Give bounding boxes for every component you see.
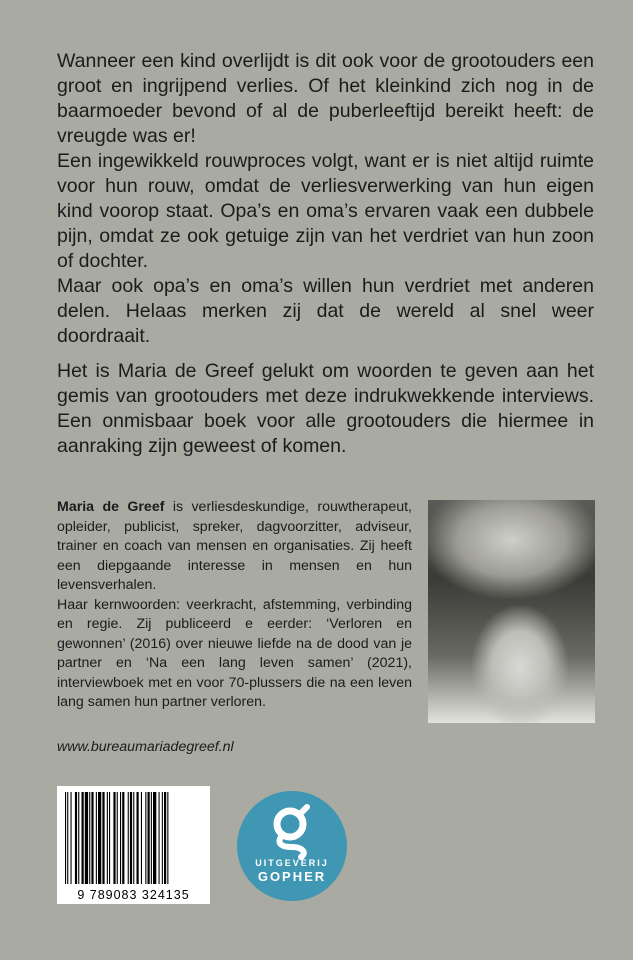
barcode-bar: [164, 792, 166, 884]
publisher-line-2: GOPHER: [257, 869, 327, 884]
barcode-bar: [67, 792, 68, 884]
blurb-paragraph-2: Een ingewikkeld rouwproces volgt, want er is niet altijd ruimte voor hun rouw, omdat de verliesverwerking van hun eigen kind voorop staat. Opa’s en oma’s ervaren vaak een dubbele pijn, omdat ze ook getuige zijn van het verdriet van hun zoon of dochter.: [57, 150, 594, 272]
barcode-bar: [145, 792, 146, 884]
barcode-bar: [151, 792, 152, 884]
publisher-line-1: UITGEVERIJ: [255, 858, 329, 868]
author-bio-text-1: is verliesdeskundige, rouwtherapeut, opleider, publicist, spreker, dagvoorzitter, adviseur, trainer en coach van mensen en organisaties. Zij heeft een diepgaande interesse in mensen en hun levensverhalen.: [57, 499, 412, 593]
barcode-bars: [63, 792, 204, 884]
author-bio-text-2: Haar kernwoorden: veerkracht, afstemming, verbinding en regie. Zij publiceerd e eerder: ‘Verloren en gewonnen’ (2016) over nieuwe liefde na de dood van je partner en ‘Na een lang leven samen’ (2021), interviewboek met en voor 70-plussers die na een leven lang samen hun partner verloren.: [57, 596, 412, 710]
barcode-bar: [130, 792, 132, 884]
barcode-bar: [78, 792, 79, 884]
blurb-paragraph-3: Maar ook opa’s en oma’s willen hun verdriet met anderen delen. Helaas merken zij dat de wereld al snel weer doordraait.: [57, 275, 594, 347]
barcode-bar: [71, 792, 72, 884]
barcode-bar: [96, 792, 97, 884]
barcode-bar: [91, 792, 93, 884]
publisher-logo: [237, 791, 347, 901]
author-bio: [57, 498, 412, 713]
barcode-bar: [133, 792, 134, 884]
isbn-number: 9 789083 324135: [77, 888, 190, 902]
blurb-intro: [57, 49, 594, 349]
blurb-paragraph-4: Het is Maria de Greef gelukt om woorden te geven aan het gemis van grootouders met deze indrukwekkende interviews. Een onmisbaar boek voor alle grootouders die hiermee in aanraking zijn geweest of komen.: [57, 360, 594, 457]
blurb-paragraph-1: Wanneer een kind overlijdt is dit ook voor de grootouders een groot en ingrijpend verlies. Of het kleinkind zich nog in de baarmoeder bevond of al de puberleeftijd bereikt heeft: de vreugde was er!: [57, 50, 594, 147]
author-photo: [428, 500, 595, 723]
barcode-bar: [109, 792, 110, 884]
barcode-bar: [82, 792, 84, 884]
barcode-bar: [75, 792, 77, 884]
barcode-bar: [85, 792, 88, 884]
barcode-bar: [148, 792, 150, 884]
publisher-g-icon: [237, 791, 347, 901]
author-name: Maria de Greef: [57, 499, 165, 515]
barcode-bar: [162, 792, 163, 884]
barcode-bar: [122, 792, 124, 884]
barcode-bar: [141, 792, 142, 884]
barcode-bar: [153, 792, 156, 884]
barcode-bar: [117, 792, 118, 884]
barcode-bar: [113, 792, 115, 884]
barcode-bar: [159, 792, 160, 884]
barcode-bar: [89, 792, 90, 884]
barcode-bar: [128, 792, 129, 884]
barcode-bar: [137, 792, 139, 884]
barcode-bar: [120, 792, 121, 884]
barcode-bar: [167, 792, 168, 884]
barcode-bar: [98, 792, 101, 884]
isbn-barcode: [57, 786, 210, 904]
barcode-bar: [102, 792, 104, 884]
barcode-bar: [65, 792, 66, 884]
author-website: www.bureaumariadegreef.nl: [57, 739, 234, 755]
barcode-bar: [107, 792, 108, 884]
